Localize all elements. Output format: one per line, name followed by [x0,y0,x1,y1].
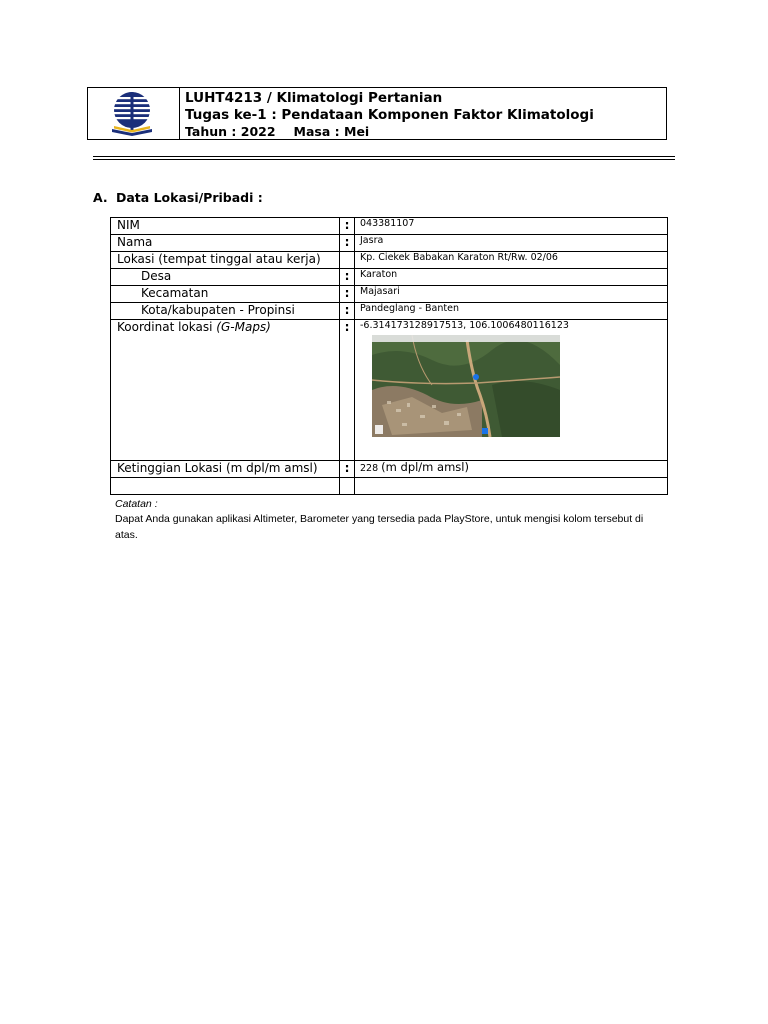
coord-value-cell [355,320,668,461]
table-row-desa [111,269,668,286]
location-data-table [110,217,668,495]
assignment-title: Tugas ke-1 : Pendataan Komponen Faktor Klimatologi [185,107,594,123]
course-title: LUHT4213 / Klimatologi Pertanian [185,90,443,106]
satellite-map-image [372,335,560,437]
row-colon: : [340,320,355,461]
elevation-value [355,461,668,478]
table-row-kota [111,303,668,320]
row-label: Kota/kabupaten - Propinsi [111,303,340,320]
row-colon [340,252,355,269]
note-text: Dapat Anda gunakan aplikasi Altimeter, Barometer yang tersedia pada PlayStore, untuk mengisi kolom tersebut di atas. [115,513,644,541]
year-period [185,124,594,140]
elevation-unit: (m dpl/m amsl) [381,460,469,474]
row-value: Kp. Ciekek Babakan Karaton Rt/Rw. 02/06 [355,252,668,269]
table-row-lokasi [111,252,668,269]
row-value: Jasra [355,235,668,252]
row-label: Ketinggian Lokasi (m dpl/m amsl) [111,461,340,478]
section-title: Data Lokasi/Pribadi : [116,190,263,205]
coord-label-source: (G-Maps) [216,320,271,334]
note-block [115,496,665,543]
row-colon: : [340,269,355,286]
coord-label-cell [111,320,340,461]
empty-cell [340,478,355,495]
document-header [87,87,667,140]
row-label: Nama [111,235,340,252]
section-heading [93,190,263,205]
elevation-number: 228 [360,463,379,474]
row-colon: : [340,461,355,478]
row-value: Karaton [355,269,668,286]
logo-cell [88,88,180,139]
row-value: 043381107 [355,218,668,235]
section-letter: A. [93,190,108,205]
row-colon: : [340,303,355,320]
row-label: NIM [111,218,340,235]
row-label: Desa [111,269,340,286]
row-label: Lokasi (tempat tinggal atau kerja) [111,252,340,269]
empty-cell [111,478,340,495]
table-row-ketinggian [111,461,668,478]
row-value: Majasari [355,286,668,303]
row-colon: : [340,218,355,235]
coord-value: -6.314173128917513, 106.1006480116123 [360,320,569,331]
note-title: Catatan : [115,498,158,510]
table-row-nim [111,218,668,235]
table-row-kecamatan [111,286,668,303]
table-row-koordinat [111,320,668,461]
header-divider-thick [93,156,675,157]
university-logo [88,88,179,139]
row-label: Kecamatan [111,286,340,303]
table-row-empty [111,478,668,495]
row-value: Pandeglang - Banten [355,303,668,320]
header-divider-thin [93,159,675,160]
row-colon: : [340,235,355,252]
period-label: Masa : Mei [293,124,370,139]
row-colon: : [340,286,355,303]
empty-cell [355,478,668,495]
coord-label: Koordinat lokasi [117,320,213,334]
year-label: Tahun : 2022 [185,124,276,139]
table-row-nama [111,235,668,252]
